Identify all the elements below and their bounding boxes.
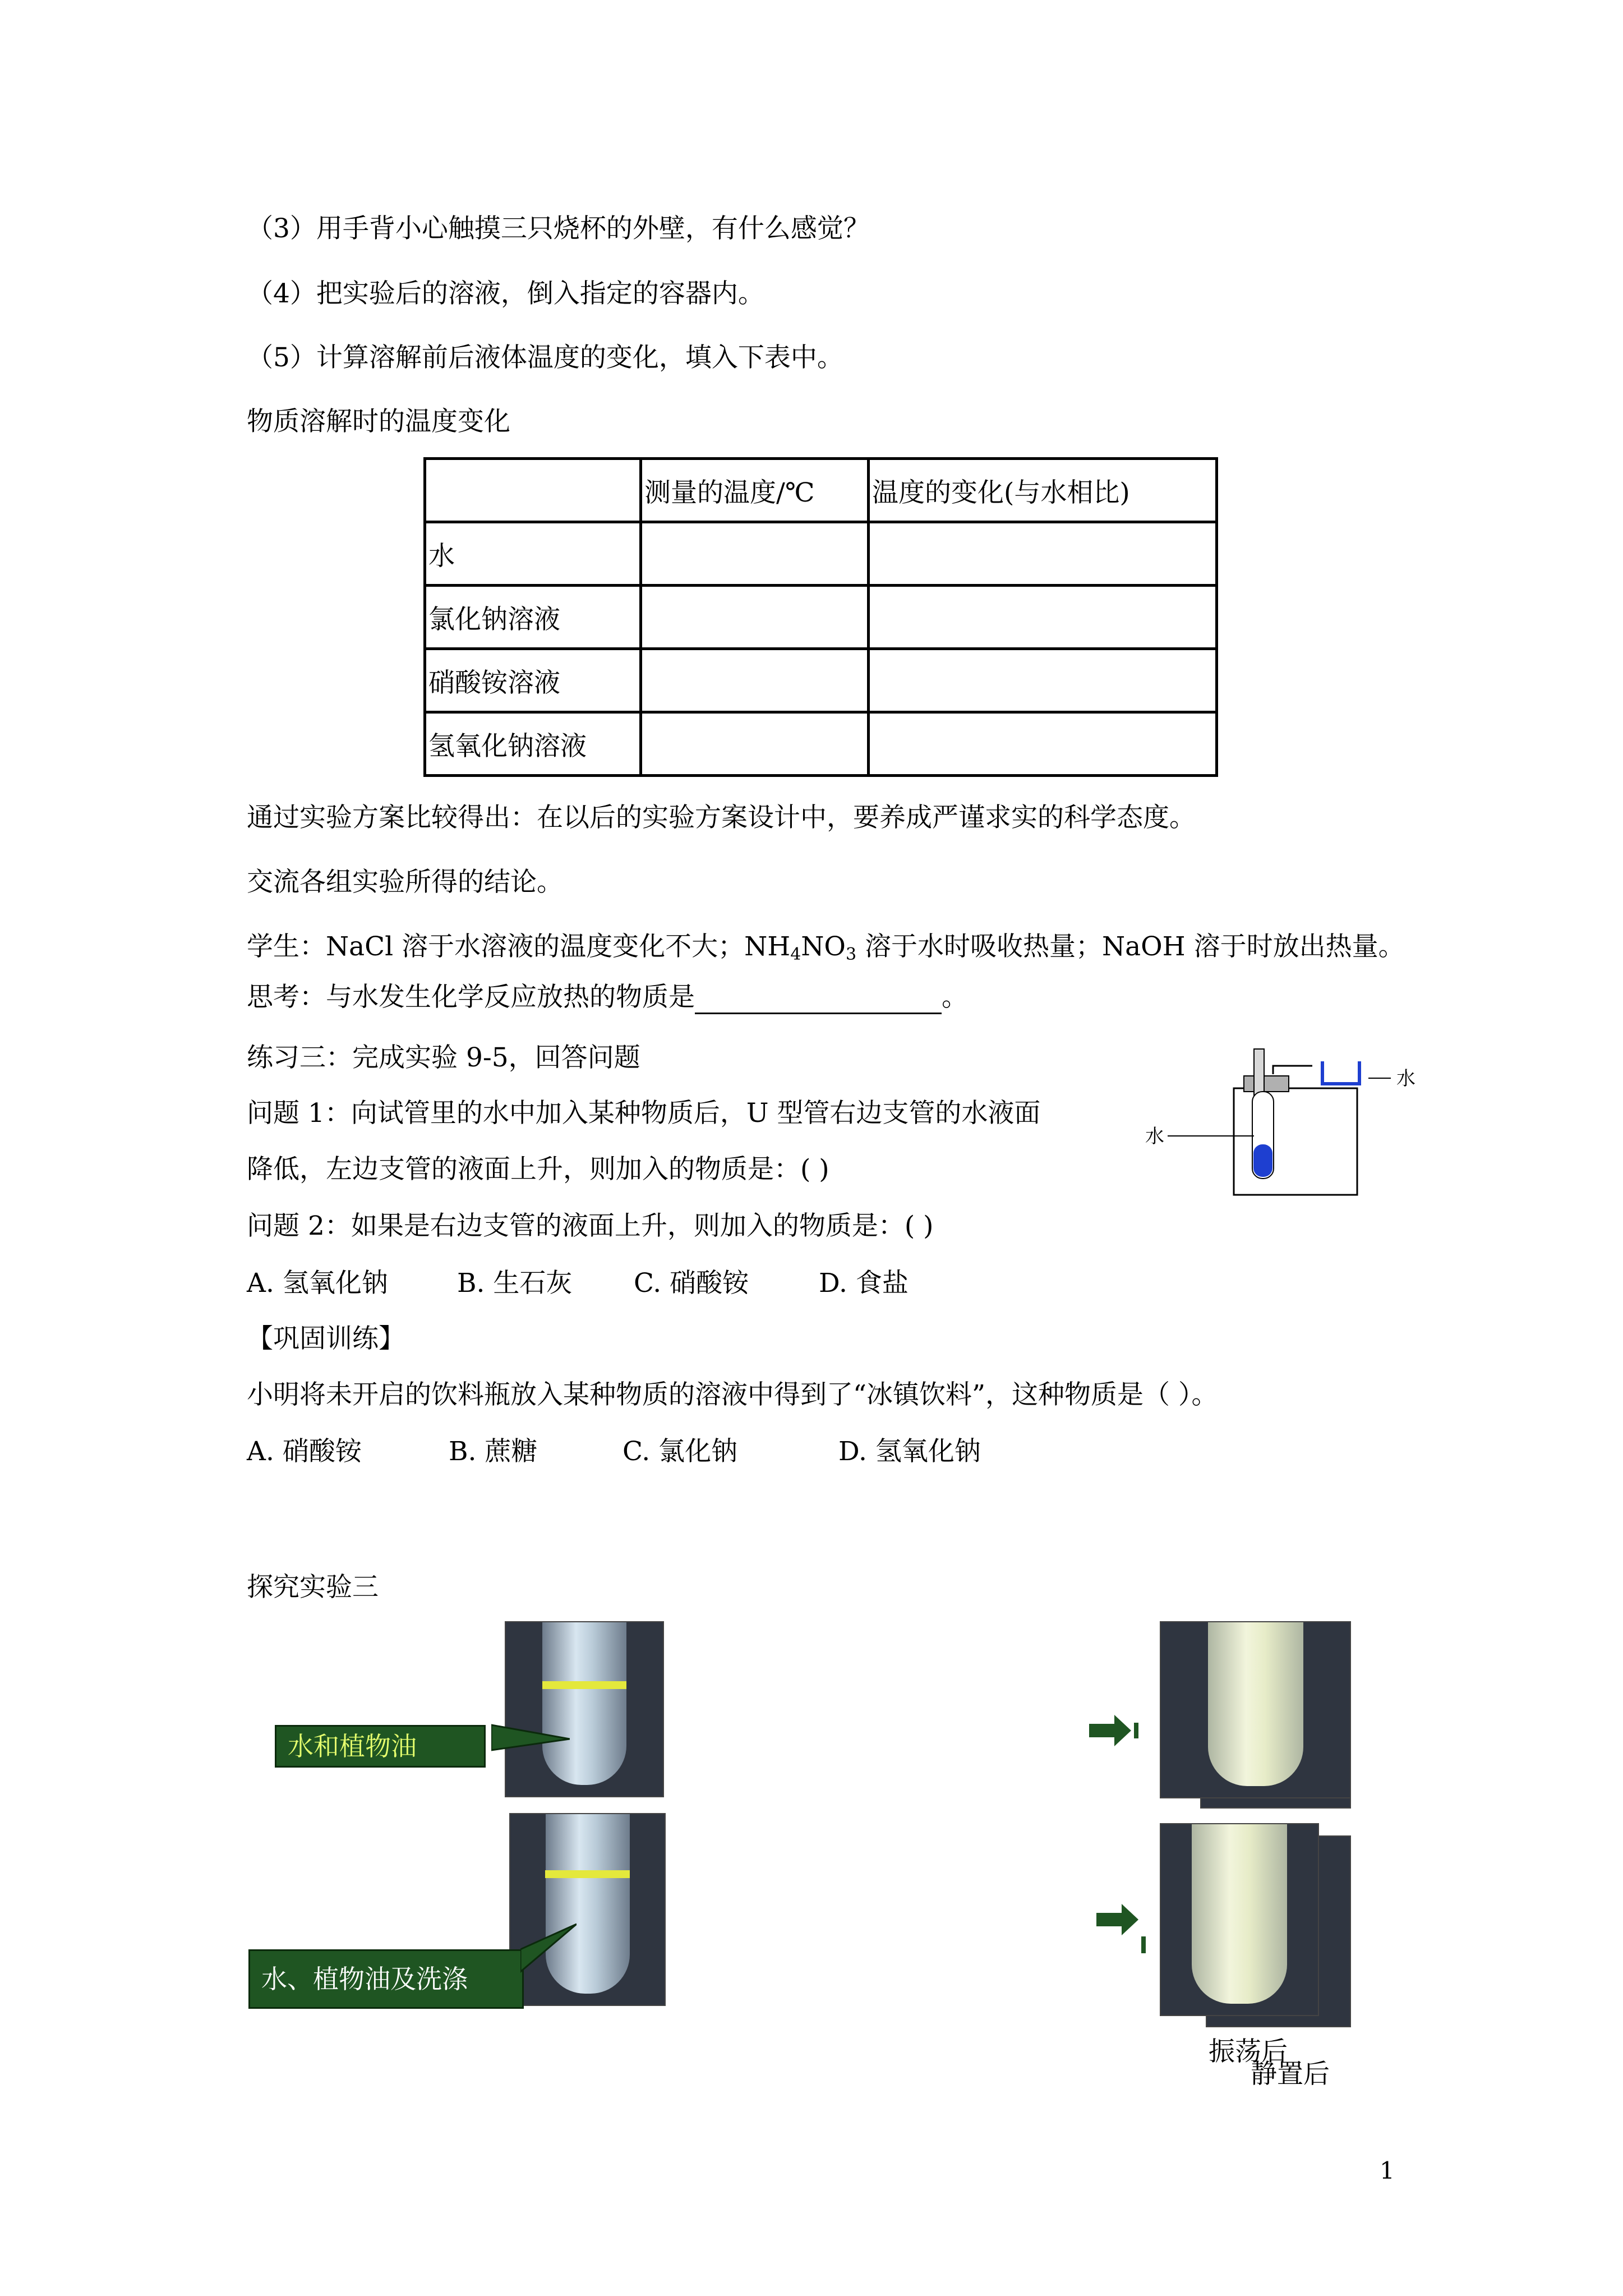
exercise3-q2: 问题 2：如果是右边支管的液面上升，则加入的物质是：( )	[247, 1211, 934, 1241]
step-3: （3）用手背小心触摸三只烧杯的外壁，有什么感觉？	[247, 213, 870, 244]
table-row	[425, 586, 1217, 649]
arrow-right-icon	[1089, 1714, 1140, 1747]
table-header-blank	[425, 459, 641, 522]
photo-after-standing	[1160, 1823, 1319, 2016]
option-d: D. 氢氧化钠	[838, 1436, 981, 1467]
table-row	[425, 712, 1217, 776]
oil-layer	[545, 1870, 630, 1878]
table-row	[425, 522, 1217, 586]
table-cell-empty[interactable]	[641, 649, 869, 712]
subscript-4: 4	[790, 945, 801, 964]
label-water-left: 水	[1145, 1125, 1164, 1148]
subscript-3: 3	[845, 945, 857, 964]
exercise3-title: 练习三：完成实验 9-5，回答问题	[247, 1042, 640, 1073]
table-cell-empty[interactable]	[641, 522, 869, 586]
caption-after-shaking: 振荡后	[1209, 2036, 1288, 2067]
water-in-tube	[1253, 1144, 1272, 1177]
option-d: D. 食盐	[819, 1268, 909, 1299]
table-header-change: 温度的变化(与水相比)	[869, 459, 1217, 522]
temperature-table	[423, 457, 1218, 777]
conclusion-1: 通过实验方案比较得出：在以后的实验方案设计中，要养成严谨求实的科学态度。	[247, 802, 1196, 833]
think-question	[247, 981, 968, 1014]
exercise3-options	[247, 1267, 909, 1300]
step-5: （5）计算溶解前后液体温度的变化，填入下表中。	[247, 342, 843, 373]
conclusion-2: 交流各组实验所得的结论。	[247, 867, 563, 898]
table-cell-empty[interactable]	[641, 712, 869, 776]
option-b: B. 生石灰	[457, 1268, 573, 1299]
table-cell-empty[interactable]	[869, 649, 1217, 712]
student-text-3: 溶于水时吸收热量；NaOH 溶于时放出热量。	[856, 931, 1405, 962]
u-tube	[1322, 1061, 1359, 1084]
step-4: （4）把实验后的溶液，倒入指定的容器内。	[247, 278, 764, 309]
table-row-label: 氯化钠溶液	[425, 586, 641, 649]
callout-pointer-top	[491, 1717, 570, 1756]
experiment3-title: 探究实验三	[247, 1572, 379, 1603]
label-water-right: 水	[1396, 1068, 1415, 1090]
photo-water-oil	[505, 1621, 664, 1797]
oil-layer	[542, 1681, 626, 1689]
table-cell-empty[interactable]	[641, 586, 869, 649]
table-cell-empty[interactable]	[869, 712, 1217, 776]
consolidation-options	[247, 1435, 981, 1469]
consolidation-title: 【巩固训练】	[247, 1323, 405, 1354]
test-tube-clear	[542, 1621, 626, 1785]
option-b: B. 蔗糖	[449, 1436, 538, 1467]
page-number: 1	[1380, 2157, 1395, 2184]
arrow-right-icon	[1096, 1903, 1147, 1964]
option-c: C. 氯化钠	[623, 1436, 738, 1467]
test-tube-milky	[1208, 1621, 1303, 1786]
table-row	[425, 649, 1217, 712]
think-suffix: 。	[942, 982, 968, 1013]
option-a: A. 硝酸铵	[247, 1436, 362, 1467]
u-tube-diagram	[1144, 1032, 1436, 1200]
callout-water-oil-detergent: 水、植物油及洗涤	[248, 1949, 524, 2009]
photo-after-shaking	[1160, 1621, 1351, 1798]
table-cell-empty[interactable]	[869, 522, 1217, 586]
stopper	[1244, 1076, 1289, 1092]
table-row-label: 水	[425, 522, 641, 586]
student-answer	[247, 930, 1405, 964]
option-c: C. 硝酸铵	[634, 1268, 749, 1299]
exercise3-q1-line1: 问题 1：向试管里的水中加入某种物质后，U 型管右边支管的水液面	[247, 1098, 1041, 1129]
table-row-label: 硝酸铵溶液	[425, 649, 641, 712]
table-cell-empty[interactable]	[869, 586, 1217, 649]
student-text-2: NO	[801, 931, 846, 962]
think-prefix: 思考：与水发生化学反应放热的物质是	[247, 982, 695, 1013]
student-text-1: 学生：NaCl 溶于水溶液的温度变化不大；NH	[247, 931, 791, 962]
exercise3-q1-line2: 降低，左边支管的液面上升，则加入的物质是：( )	[247, 1154, 829, 1185]
table-header-temperature: 测量的温度/℃	[641, 459, 869, 522]
test-tube-milky	[1192, 1823, 1287, 2004]
table-row-label: 氢氧化钠溶液	[425, 712, 641, 776]
callout-pointer-bottom	[520, 1918, 577, 1975]
table-title: 物质溶解时的温度变化	[247, 406, 510, 437]
photo-water-oil-detergent	[509, 1813, 666, 2006]
option-a: A. 氢氧化钠	[247, 1268, 388, 1299]
connector-tube	[1273, 1066, 1312, 1074]
table-header-row	[425, 459, 1217, 522]
consolidation-question: 小明将未开启的饮料瓶放入某种物质的溶液中得到了“冰镇饮料”，这种物质是（ ）。	[247, 1379, 1218, 1410]
caption-after-standing: 静置后	[1251, 2059, 1330, 2090]
callout-water-oil: 水和植物油	[275, 1725, 486, 1768]
answer-blank[interactable]	[695, 984, 942, 1014]
